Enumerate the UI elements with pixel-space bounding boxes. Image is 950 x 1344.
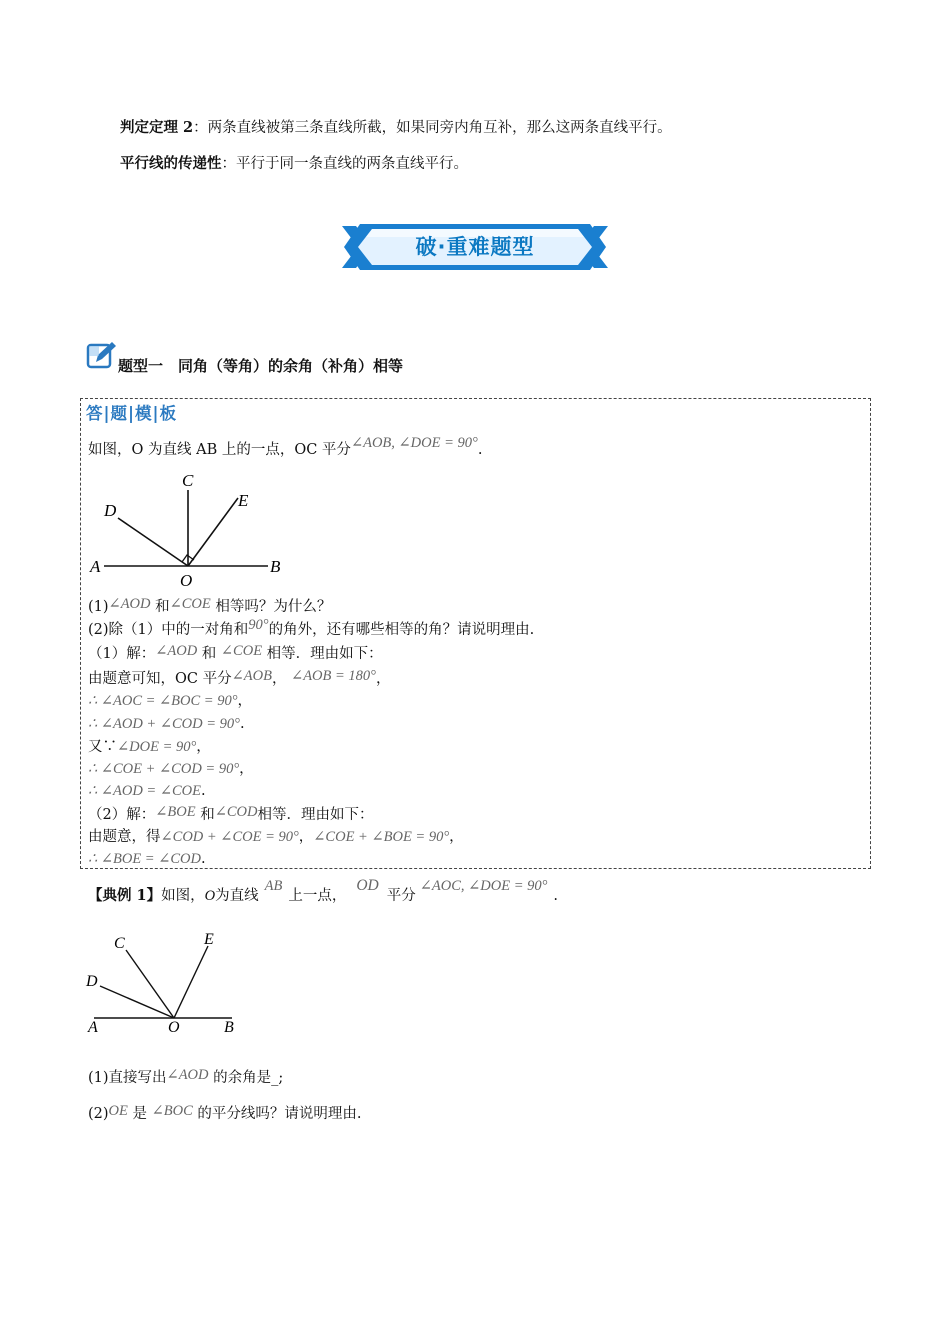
t1-end: ， bbox=[449, 829, 464, 845]
ex-q2-pre: (2) bbox=[88, 1106, 109, 1122]
intro-end: . bbox=[477, 442, 483, 458]
ex-q2-mid: 是 bbox=[132, 1106, 147, 1122]
s1-math-1: ∠AOB bbox=[231, 668, 272, 684]
ex-q1-math: ∠AOD bbox=[166, 1067, 209, 1083]
template-answer-1 bbox=[88, 644, 383, 664]
s1-math-2: ∠AOB = 180° bbox=[291, 668, 376, 684]
example-1-q2 bbox=[88, 1104, 361, 1124]
label-d: D bbox=[104, 501, 117, 520]
ray-oe bbox=[174, 946, 208, 1018]
s4-end: ， bbox=[196, 739, 211, 755]
a1-math-2: ∠COE bbox=[220, 643, 263, 659]
label-e: E bbox=[204, 931, 214, 948]
intro-math: ∠AOB, ∠DOE = 90° bbox=[350, 435, 478, 451]
example-1-pre: 如图， bbox=[161, 888, 205, 904]
s6-end: . bbox=[200, 783, 206, 799]
example-1-angles: ∠AOC, ∠DOE = 90° bbox=[419, 878, 548, 894]
template-step-7 bbox=[88, 827, 464, 847]
template-answer-2 bbox=[88, 805, 373, 825]
theorem-2-text: ：两条直线被第三条直线所截，如果同旁内角互补，那么这两条直线平行。 bbox=[193, 120, 672, 136]
q1-math-1: ∠AOD bbox=[108, 596, 151, 612]
intro-text: 如图，O 为直线 AB 上的一点，OC 平分 bbox=[88, 442, 351, 458]
a2-math-2: ∠COD bbox=[214, 804, 258, 820]
ex-q1-post: 的余角是_; bbox=[213, 1070, 284, 1086]
theorem-2-label: 判定定理 2 bbox=[120, 119, 194, 136]
example-1-mid3: 平分 bbox=[386, 888, 416, 904]
t1-math-1: ∠COD + ∠COE = 90° bbox=[160, 829, 299, 845]
template-q1 bbox=[88, 597, 331, 617]
template-step-4 bbox=[88, 737, 211, 757]
edit-icon bbox=[86, 340, 118, 370]
label-a: A bbox=[88, 1019, 98, 1036]
q1-and: 和 bbox=[155, 599, 170, 615]
s2-end: ， bbox=[237, 693, 253, 709]
example-1-od: OD bbox=[356, 877, 379, 894]
ex-q1-pre: (1)直接写出 bbox=[88, 1070, 167, 1086]
label-e: E bbox=[238, 491, 249, 510]
a1-and: 和 bbox=[201, 646, 217, 662]
t2-math: ∴ ∠BOE = ∠COD bbox=[88, 851, 201, 867]
template-figure bbox=[88, 466, 298, 592]
answer-template-header: 答|题|模|板 bbox=[86, 404, 178, 423]
template-q2 bbox=[88, 617, 535, 640]
q1-post: 相等吗？为什么？ bbox=[215, 599, 332, 615]
theorem-2 bbox=[120, 118, 672, 138]
template-step-3 bbox=[88, 714, 245, 734]
ex-q2-math-2: ∠BOC bbox=[151, 1103, 193, 1119]
s3-math: ∴ ∠AOD + ∠COD = 90° bbox=[88, 716, 240, 732]
label-o: O bbox=[168, 1019, 180, 1036]
ray-od bbox=[118, 518, 188, 566]
t2-end: . bbox=[200, 851, 206, 867]
example-1-figure bbox=[84, 928, 244, 1038]
label-c: C bbox=[182, 471, 194, 490]
example-1-q1 bbox=[88, 1068, 283, 1088]
template-step-5 bbox=[88, 759, 254, 779]
label-o: O bbox=[180, 571, 193, 590]
transitivity-label: 平行线的传递性 bbox=[120, 155, 222, 172]
s2-math: ∴ ∠AOC = ∠BOC = 90° bbox=[88, 693, 238, 709]
example-1-statement bbox=[88, 877, 559, 906]
template-intro bbox=[88, 435, 483, 460]
s4-math: ∠DOE = 90° bbox=[117, 739, 197, 755]
template-step-6 bbox=[88, 781, 206, 801]
t1-math-2: ∠COE + ∠BOE = 90° bbox=[313, 829, 450, 845]
q1-pre: (1) bbox=[88, 599, 109, 615]
a1-post: 相等．理由如下： bbox=[266, 646, 383, 662]
label-b: B bbox=[224, 1019, 234, 1036]
example-1-end: . bbox=[553, 888, 559, 904]
section-header bbox=[86, 340, 118, 374]
s3-end: . bbox=[239, 716, 245, 732]
s5-end: ， bbox=[239, 761, 254, 777]
s1-end: ， bbox=[375, 671, 391, 687]
example-1-mid: 为直线 bbox=[215, 888, 259, 904]
ex-q2-post: 的平分线吗？请说明理由. bbox=[197, 1106, 362, 1122]
s5-math: ∴ ∠COE + ∠COD = 90° bbox=[88, 761, 240, 777]
template-step-8 bbox=[88, 849, 206, 869]
section-title: 题型一 同角（等角）的余角（补角）相等 bbox=[118, 357, 404, 375]
transitivity-property bbox=[120, 154, 468, 174]
s1-sep: ， bbox=[271, 671, 287, 687]
label-b: B bbox=[270, 557, 281, 576]
a2-and: 和 bbox=[200, 807, 215, 823]
q1-math-2: ∠COE bbox=[169, 596, 211, 612]
example-1-ab: AB bbox=[264, 878, 283, 894]
a1-pre: （1）解： bbox=[88, 646, 156, 662]
example-1-mid2: 上一点， bbox=[288, 888, 347, 904]
template-step-2 bbox=[88, 691, 252, 711]
t1-sep: ， bbox=[298, 829, 314, 845]
label-c: C bbox=[114, 935, 125, 952]
a2-post: 相等．理由如下： bbox=[257, 807, 374, 823]
t1-pre: 由题意，得 bbox=[88, 829, 161, 845]
a2-math-1: ∠BOE bbox=[155, 804, 196, 820]
ray-oe bbox=[188, 498, 238, 566]
example-1-label: 【典例 1】 bbox=[88, 887, 162, 904]
q2-post: 的角外，还有哪些相等的角？请说明理由. bbox=[268, 622, 535, 638]
s1-pre: 由题意可知，OC 平分 bbox=[88, 671, 232, 687]
q2-pre: (2)除（1）中的一对角和 bbox=[88, 622, 249, 638]
example-1-o: O bbox=[204, 888, 216, 904]
section-banner bbox=[342, 222, 608, 272]
transitivity-text: ：平行于同一条直线的两条直线平行。 bbox=[221, 156, 468, 172]
a1-math-1: ∠AOD bbox=[155, 643, 198, 659]
s4-pre: 又∵ bbox=[88, 739, 117, 755]
label-d: D bbox=[86, 973, 98, 990]
template-step-1 bbox=[88, 669, 390, 689]
ex-q2-math-1: OE bbox=[108, 1103, 128, 1119]
label-a: A bbox=[90, 557, 101, 576]
a2-pre: （2）解： bbox=[88, 807, 156, 823]
q2-math: 90° bbox=[248, 617, 269, 633]
s6-math: ∴ ∠AOD = ∠COE bbox=[88, 783, 201, 799]
banner-title: 破·重难题型 bbox=[415, 235, 535, 259]
